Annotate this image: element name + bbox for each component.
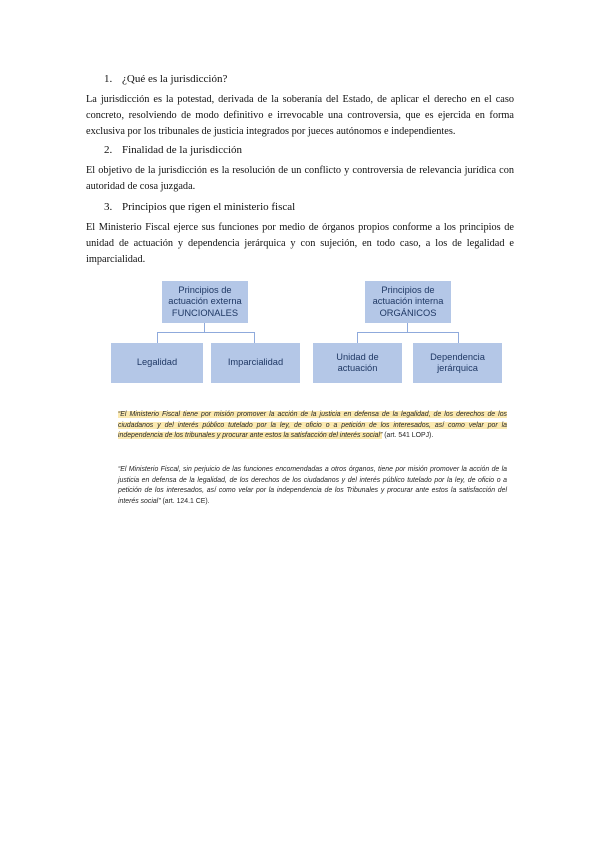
box-line: actuación interna <box>372 296 444 307</box>
section-title: Finalidad de la jurisdicción <box>122 144 243 156</box>
quote-citation: (art. 541 LOPJ). <box>384 432 434 440</box>
section-heading-1 <box>104 72 227 86</box>
box-line: Principios de <box>178 284 232 295</box>
quote-text: “El Ministerio Fiscal, sin perjuicio de las funciones encomendadas a otros órganos, tiene por misión promover la acción de la justicia en defensa de la legalidad, de los derechos de los ciudadanos y del interés público tutelado por la ley, de oficio o a petición de los interesados, así como velar por la independencia de los Tribunales y procurar ante estos la satisfacción del interés social” <box>118 466 507 505</box>
section-paragraph-2: El objetivo de la jurisdicción es la resolución de un conflicto y controversia de relevancia jurídica con autoridad de cosa juzgada. <box>86 165 514 192</box>
quote-citation: (art. 124.1 CE). <box>162 497 210 505</box>
quote-text-highlighted: “El Ministerio Fiscal tiene por misión promover la acción de la justicia en defensa de la legalidad, de los derechos de los ciudadanos y del interés público tutelado por la ley, de oficio o a petición de los interesados, así como velar por la independencia de los tribunales y procurar ante estos la satisfacción del interés social” <box>118 411 507 440</box>
box-line: Dependencia <box>430 351 485 362</box>
connector-left-bar <box>157 332 254 333</box>
box-line: FUNCIONALES <box>171 307 239 318</box>
section-paragraph-1: La jurisdicción es la potestad, derivada de la soberanía del Estado, de aplicar el derecho en el caso concreto, resolviendo de modo definitivo e irrevocable una controversia, que es ejercida en forma exclusiva por los tribunales de justicia integrados por jueces autónomos e independientes. <box>86 94 514 137</box>
diagram-box-internal-principles <box>365 281 451 323</box>
box-line: Principios de <box>381 284 435 295</box>
box-line: jerárquica <box>437 363 478 373</box>
connector-right-drop-1 <box>357 332 358 343</box>
connector-left-stem <box>204 323 205 332</box>
diagram-box-dependencia-jerarquica <box>413 343 502 383</box>
connector-left-drop-2 <box>254 332 255 343</box>
section-heading-3 <box>104 200 295 214</box>
section-paragraph-3: El Ministerio Fiscal ejerce sus funciones por medio de órganos propios conforme a los principios de unidad de actuación y dependencia jerárquica y con sujeción, en todo caso, a los de legalidad e imparcialidad. <box>86 222 514 265</box>
section-number: 1. <box>104 73 113 85</box>
box-label: Imparcialidad <box>227 357 284 368</box>
connector-left-drop-1 <box>157 332 158 343</box>
box-line: ORGÁNICOS <box>379 307 437 318</box>
connector-right-drop-2 <box>458 332 459 343</box>
quote-ce <box>118 465 507 507</box>
section-number: 2. <box>104 144 113 156</box>
box-line: Unidad de <box>336 351 379 362</box>
section-heading-2 <box>104 143 242 157</box>
box-line: actuación <box>337 363 378 373</box>
box-line: actuación externa <box>168 296 242 307</box>
section-title: Principios que rigen el ministerio fiscal <box>122 201 296 213</box>
connector-right-stem <box>407 323 408 332</box>
section-number: 3. <box>104 201 113 213</box>
diagram-box-unidad-de-actuacion <box>313 343 402 383</box>
quote-lopj <box>118 410 507 442</box>
box-label: Legalidad <box>136 357 178 368</box>
diagram-box-legalidad <box>111 343 203 383</box>
section-title: ¿Qué es la jurisdicción? <box>122 73 228 85</box>
connector-right-bar <box>357 332 458 333</box>
diagram-box-external-principles <box>162 281 248 323</box>
diagram-box-imparcialidad <box>211 343 300 383</box>
